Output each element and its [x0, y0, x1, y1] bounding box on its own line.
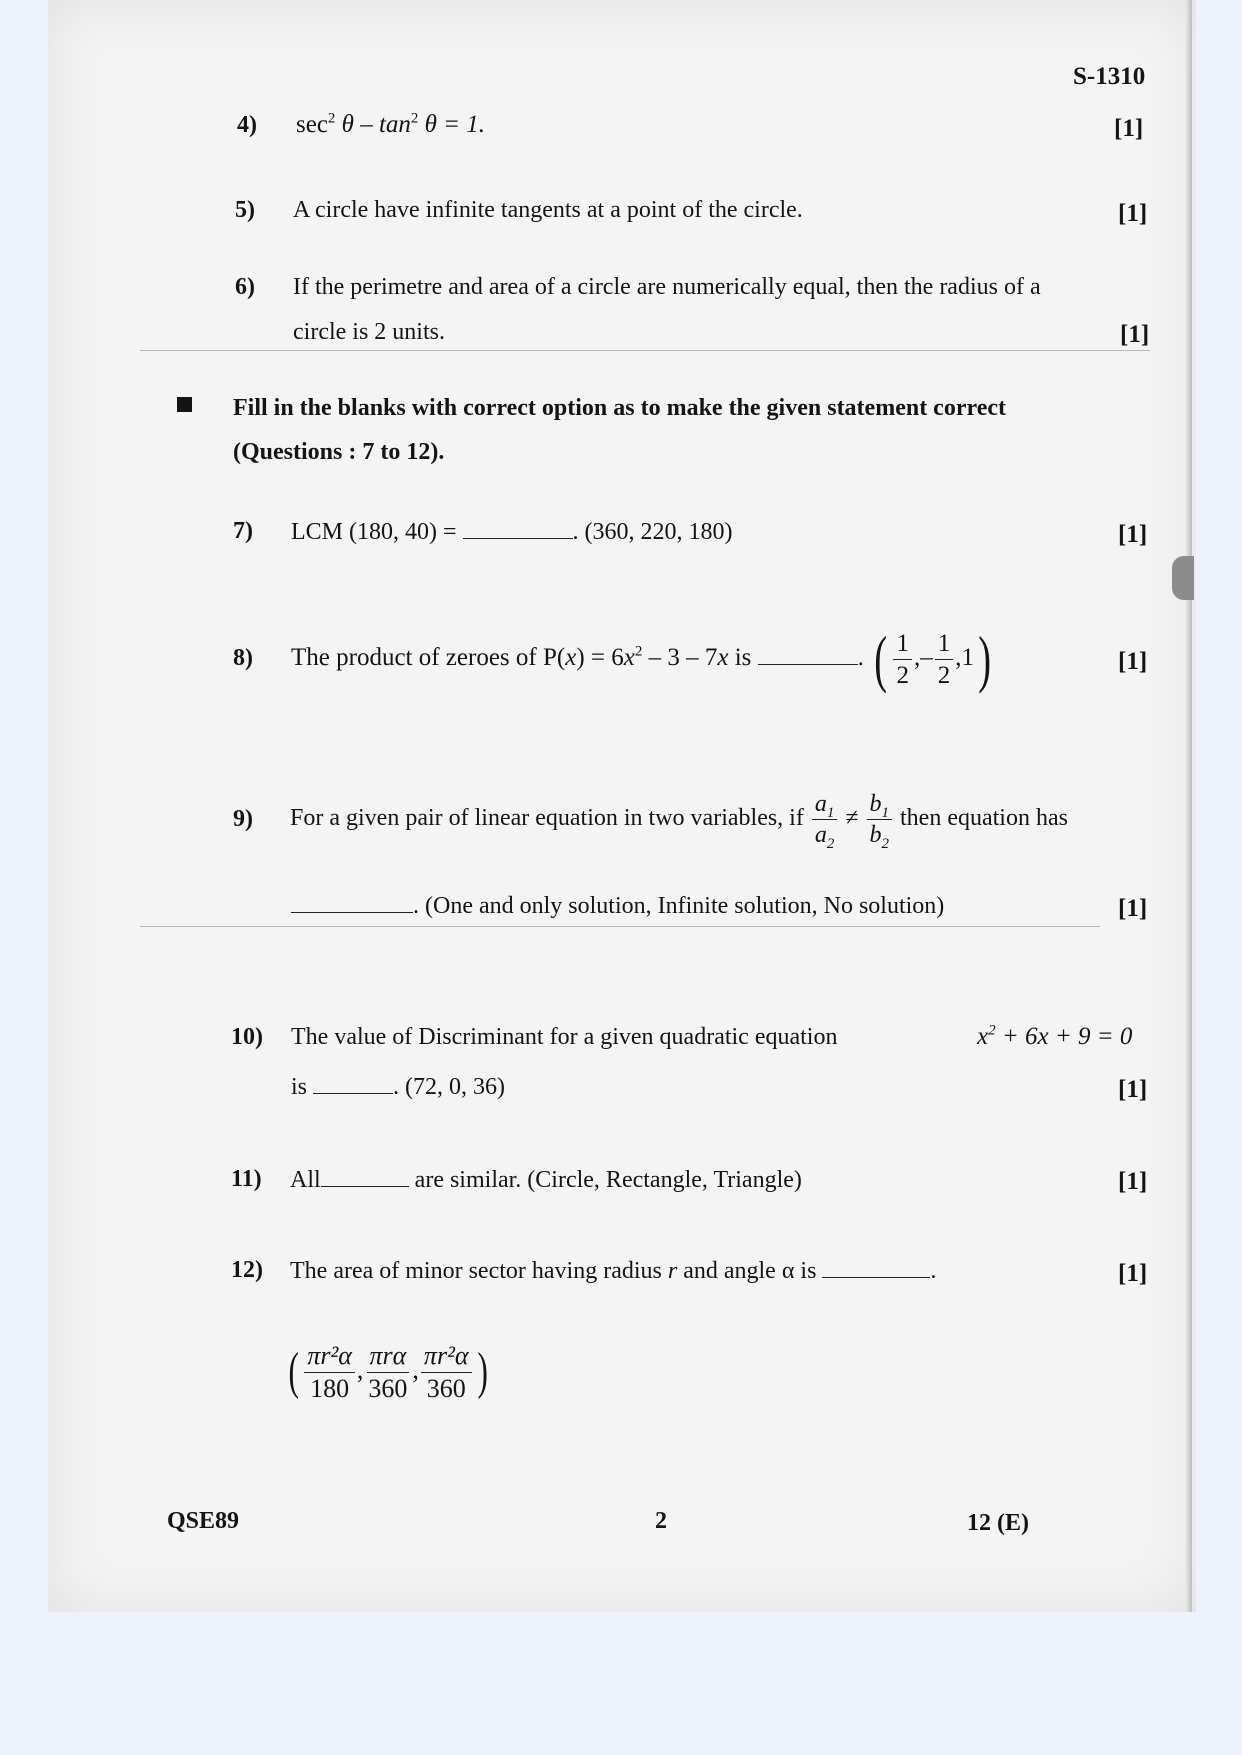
q8-blank — [758, 642, 858, 665]
q9-marks: [1] — [1118, 895, 1148, 922]
q11-statement: All are similar. (Circle, Rectangle, Triangle) — [290, 1164, 802, 1195]
q4-number: 4) — [237, 112, 257, 138]
q9-fraction-b: $\frac{b_1}{b_2}$ — [867, 792, 893, 847]
q5-number: 5) — [235, 197, 255, 223]
q7-number: 7) — [233, 518, 253, 544]
q7-blank — [463, 516, 573, 539]
section-bullet — [177, 397, 192, 412]
q8-number: 8) — [233, 645, 253, 671]
q5-marks: [1] — [1118, 200, 1148, 227]
footer-language: 12 (E) — [967, 1510, 1029, 1536]
q12-statement: The area of minor sector having radius r and angle α is . — [290, 1255, 936, 1286]
q8-option-half: $\frac{1}{2}$ — [893, 631, 912, 688]
q6-marks: [1] — [1120, 321, 1150, 348]
q9-blank — [291, 890, 413, 913]
q12-blank — [822, 1255, 930, 1278]
q9-divider — [140, 926, 1100, 927]
q9-number: 9) — [233, 806, 253, 832]
q5-statement: A circle have infinite tangents at a point of the circle. — [293, 197, 803, 223]
q10-equation: $x^2 + 6x + 9 = 0$ — [977, 1022, 1133, 1050]
section-heading: Fill in the blanks with correct option as to make the given statement correct — [233, 395, 1007, 421]
q8-statement: The product of zeroes of $P(x) = 6x^2 - 3 - 7x$ is . ( $\frac{1}{2}$ ,– $\frac{1}{2}$ ,1) — [291, 623, 992, 695]
q12-options: ( $\frac{\text{πr²α}}{180}$ , $\frac{\text{πrα}}{360}$ , $\frac{\text{πr²α}}{360}$ ) — [288, 1340, 488, 1403]
q9-fraction-a: $\frac{a_1}{a_2}$ — [812, 792, 838, 847]
q10-options: is . (72, 0, 36) — [291, 1071, 505, 1102]
q6-number: 6) — [235, 274, 255, 300]
page-number: 2 — [655, 1508, 667, 1534]
q9-options: . (One and only solution, Infinite solution, No solution) — [291, 890, 944, 921]
q4-statement: $\sec^2 \theta - \tan^2 \theta = 1$. — [296, 110, 486, 138]
q12-option-3: $\frac{\text{πr²α}}{360}$ — [421, 1343, 472, 1402]
q8-option-neg-half: $\frac{1}{2}$ — [935, 631, 954, 688]
q7-statement: LCM (180, 40) = . (360, 220, 180) — [291, 516, 733, 547]
q6-statement-line1: If the perimetre and area of a circle are numerically equal, then the radius of a — [293, 274, 1041, 300]
q12-marks: [1] — [1118, 1260, 1148, 1287]
paper-code: S-1310 — [1073, 63, 1146, 90]
q10-number: 10) — [231, 1024, 263, 1050]
q8-marks: [1] — [1118, 648, 1148, 675]
q11-blank — [321, 1164, 409, 1187]
q9-statement: For a given pair of linear equation in two variables, if $\frac{a_1}{a_2}$ ≠ $\frac{b_1}{b_2}$ then equation has — [290, 790, 1068, 852]
q4-marks: [1] — [1114, 115, 1144, 142]
section-divider — [140, 350, 1150, 351]
page-edge — [1186, 0, 1192, 1612]
q10-blank — [313, 1071, 393, 1094]
q12-option-2: $\frac{\text{πrα}}{360}$ — [368, 1340, 408, 1403]
q6-statement-line2: circle is 2 units. — [293, 319, 445, 345]
q10-marks: [1] — [1118, 1076, 1148, 1103]
q7-marks: [1] — [1118, 521, 1148, 548]
binder-clip — [1172, 556, 1194, 600]
footer-code: QSE89 — [167, 1508, 240, 1534]
q11-marks: [1] — [1118, 1168, 1148, 1195]
q11-number: 11) — [231, 1166, 262, 1192]
q10-statement: The value of Discriminant for a given quadratic equation — [291, 1024, 838, 1050]
q12-number: 12) — [231, 1257, 263, 1283]
q12-option-1: $\frac{\text{πr²α}}{180}$ — [304, 1343, 355, 1402]
section-subheading: (Questions : 7 to 12). — [233, 439, 445, 465]
